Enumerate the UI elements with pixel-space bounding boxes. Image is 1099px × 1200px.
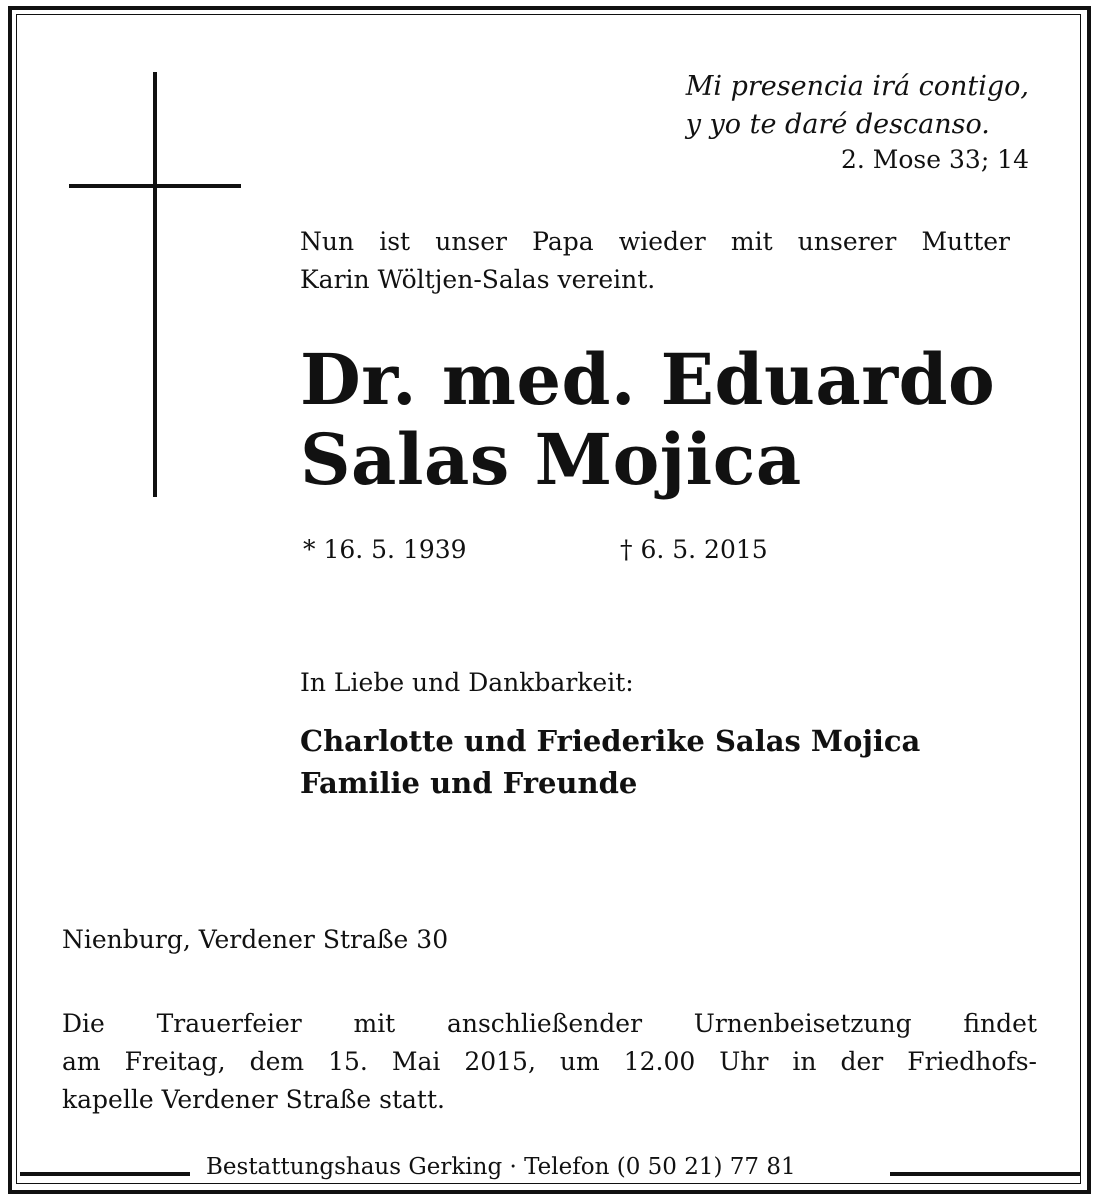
cross-icon-bar [69, 184, 241, 188]
mourners-line-1: Charlotte und Friederike Salas Mojica [300, 724, 921, 758]
verse-reference: 2. Mose 33; 14 [840, 145, 1029, 174]
mourners-heading: In Liebe und Dankbarkeit: [300, 668, 634, 697]
ceremony-text [62, 1005, 1037, 1119]
footer-rule-left [20, 1172, 190, 1176]
footer [0, 1154, 1099, 1186]
footer-rule-right [890, 1172, 1080, 1176]
name-line-1: Dr. med. Eduardo [300, 338, 996, 421]
ceremony-line-3: kapelle Verdener Straße statt. [62, 1085, 445, 1114]
cross-icon [153, 72, 157, 497]
verse-line-2: y yo te daré descanso. [685, 109, 990, 140]
deceased-name [300, 340, 995, 500]
intro-text [300, 223, 1010, 299]
verse-line-1: Mi presencia irá contigo, [685, 71, 1029, 102]
name-line-2: Salas Mojica [300, 418, 802, 501]
funeral-home-contact: Bestattungshaus Gerking · Telefon (0 50 21) 77 81 [202, 1154, 800, 1180]
mourners-line-2: Familie und Freunde [300, 766, 638, 800]
bible-verse [686, 68, 1029, 144]
intro-line-1: Nun ist unser Papa wieder mit unserer Mutter [300, 227, 1010, 256]
death-date: † 6. 5. 2015 [620, 535, 768, 564]
ceremony-line-2: am Freitag, dem 15. Mai 2015, um 12.00 Uhr in der Friedhofs- [62, 1047, 1037, 1076]
address: Nienburg, Verdener Straße 30 [62, 925, 449, 954]
intro-line-2: Karin Wöltjen-Salas vereint. [300, 265, 656, 294]
ceremony-line-1: Die Trauerfeier mit anschließender Urnenbeisetzung findet [62, 1009, 1037, 1038]
mourners-list [300, 720, 920, 804]
birth-date: * 16. 5. 1939 [303, 535, 467, 564]
